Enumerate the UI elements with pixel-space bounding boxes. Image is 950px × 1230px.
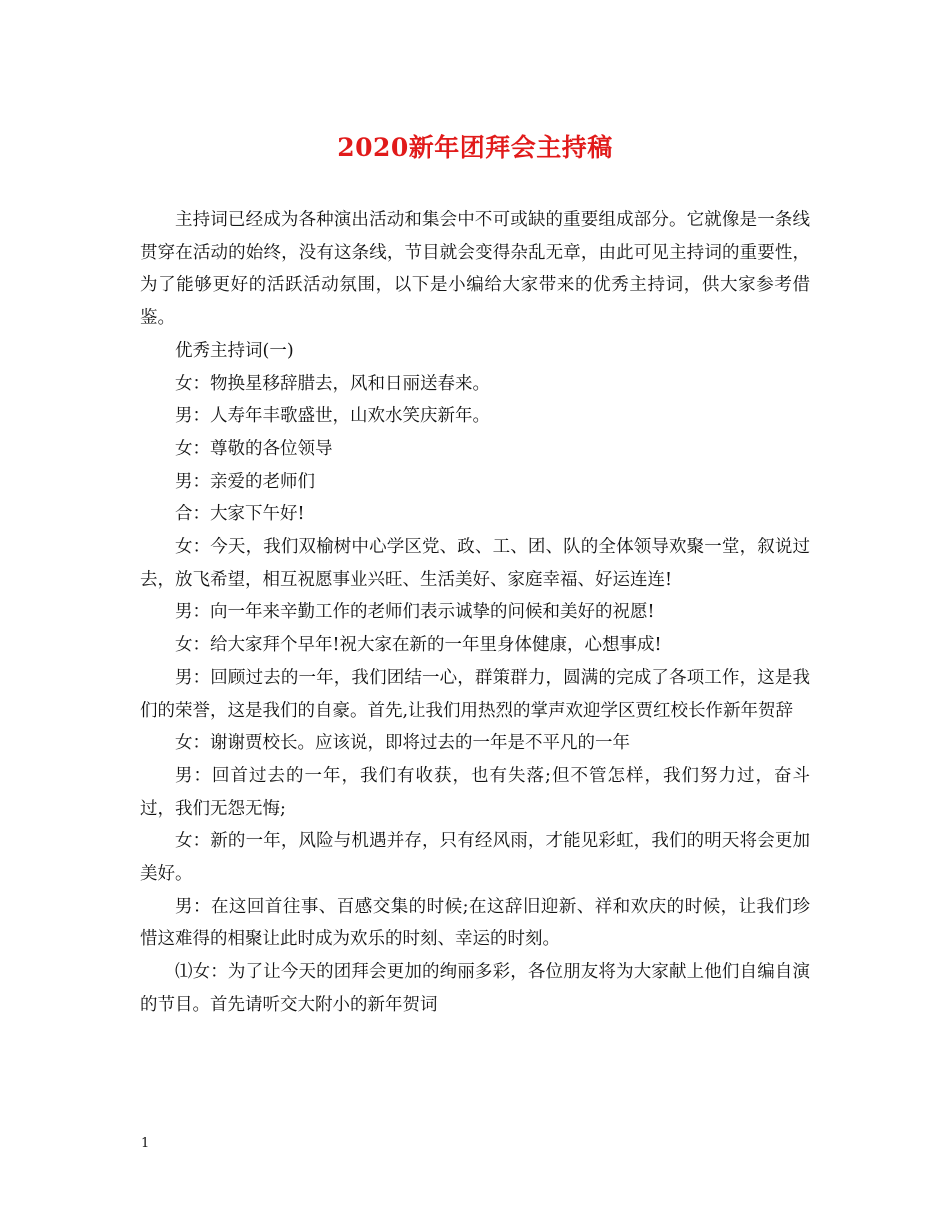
- section-heading: 优秀主持词(一): [175, 340, 294, 361]
- dialogue-line: 男：回首过去的一年，我们有收获，也有失落;但不管怎样，我们努力过，奋斗过，我们无怨无悔;: [140, 765, 810, 819]
- dialogue-line: 女：今天，我们双榆树中心学区党、政、工、团、队的全体领导欢聚一堂，叙说过去，放飞希望，相互祝愿事业兴旺、生活美好、家庭幸福、好运连连!: [140, 537, 810, 590]
- dialogue-line: 女：谢谢贾校长。应该说，即将过去的一年是不平凡的一年: [175, 733, 630, 754]
- intro-paragraph: 主持词已经成为各种演出活动和集会中不可或缺的重要组成部分。它就像是一条线贯穿在活动的始终，没有这条线，节目就会变得杂乱无章，由此可见主持词的重要性，为了能够更好的活跃活动氛围，以下是小编给大家带来的优秀主持词，供大家参考借鉴。: [140, 210, 810, 329]
- dialogue-line: 女：尊敬的各位领导: [175, 438, 333, 459]
- dialogue-line: 女：物换星移辞腊去，风和日丽送春来。: [175, 373, 490, 394]
- dialogue-line: 男：人寿年丰歌盛世，山欢水笑庆新年。: [175, 406, 490, 427]
- dialogue-line: ⑴女：为了让今天的团拜会更加的绚丽多彩，各位朋友将为大家献上他们自编自演的节目。首先请听交大附小的新年贺词: [140, 962, 810, 1015]
- dialogue-line: 合：大家下午好!: [175, 504, 305, 525]
- dialogue-line: 男：在这回首往事、百感交集的时候;在这辞旧迎新、祥和欢庆的时候，让我们珍惜这难得的相聚让此时成为欢乐的时刻、幸运的时刻。: [140, 896, 810, 950]
- dialogue-line: 男：亲爱的老师们: [175, 471, 315, 492]
- dialogue-line: 男：向一年来辛勤工作的老师们表示诚挚的问候和美好的祝愿!: [175, 602, 655, 623]
- page-number: 1: [141, 1136, 150, 1151]
- dialogue-line: 男：回顾过去的一年，我们团结一心，群策群力，圆满的完成了各项工作，这是我们的荣誉，这是我们的自豪。首先,让我们用热烈的掌声欢迎学区贾红校长作新年贺辞: [140, 667, 810, 721]
- document-body: [140, 204, 810, 1022]
- dialogue-line: 女：给大家拜个早年!祝大家在新的一年里身体健康，心想事成!: [175, 635, 662, 656]
- dialogue-line: 女：新的一年，风险与机遇并存，只有经风雨，才能见彩虹，我们的明天将会更加美好。: [140, 831, 810, 885]
- document-title: 2020新年团拜会主持稿: [337, 133, 613, 162]
